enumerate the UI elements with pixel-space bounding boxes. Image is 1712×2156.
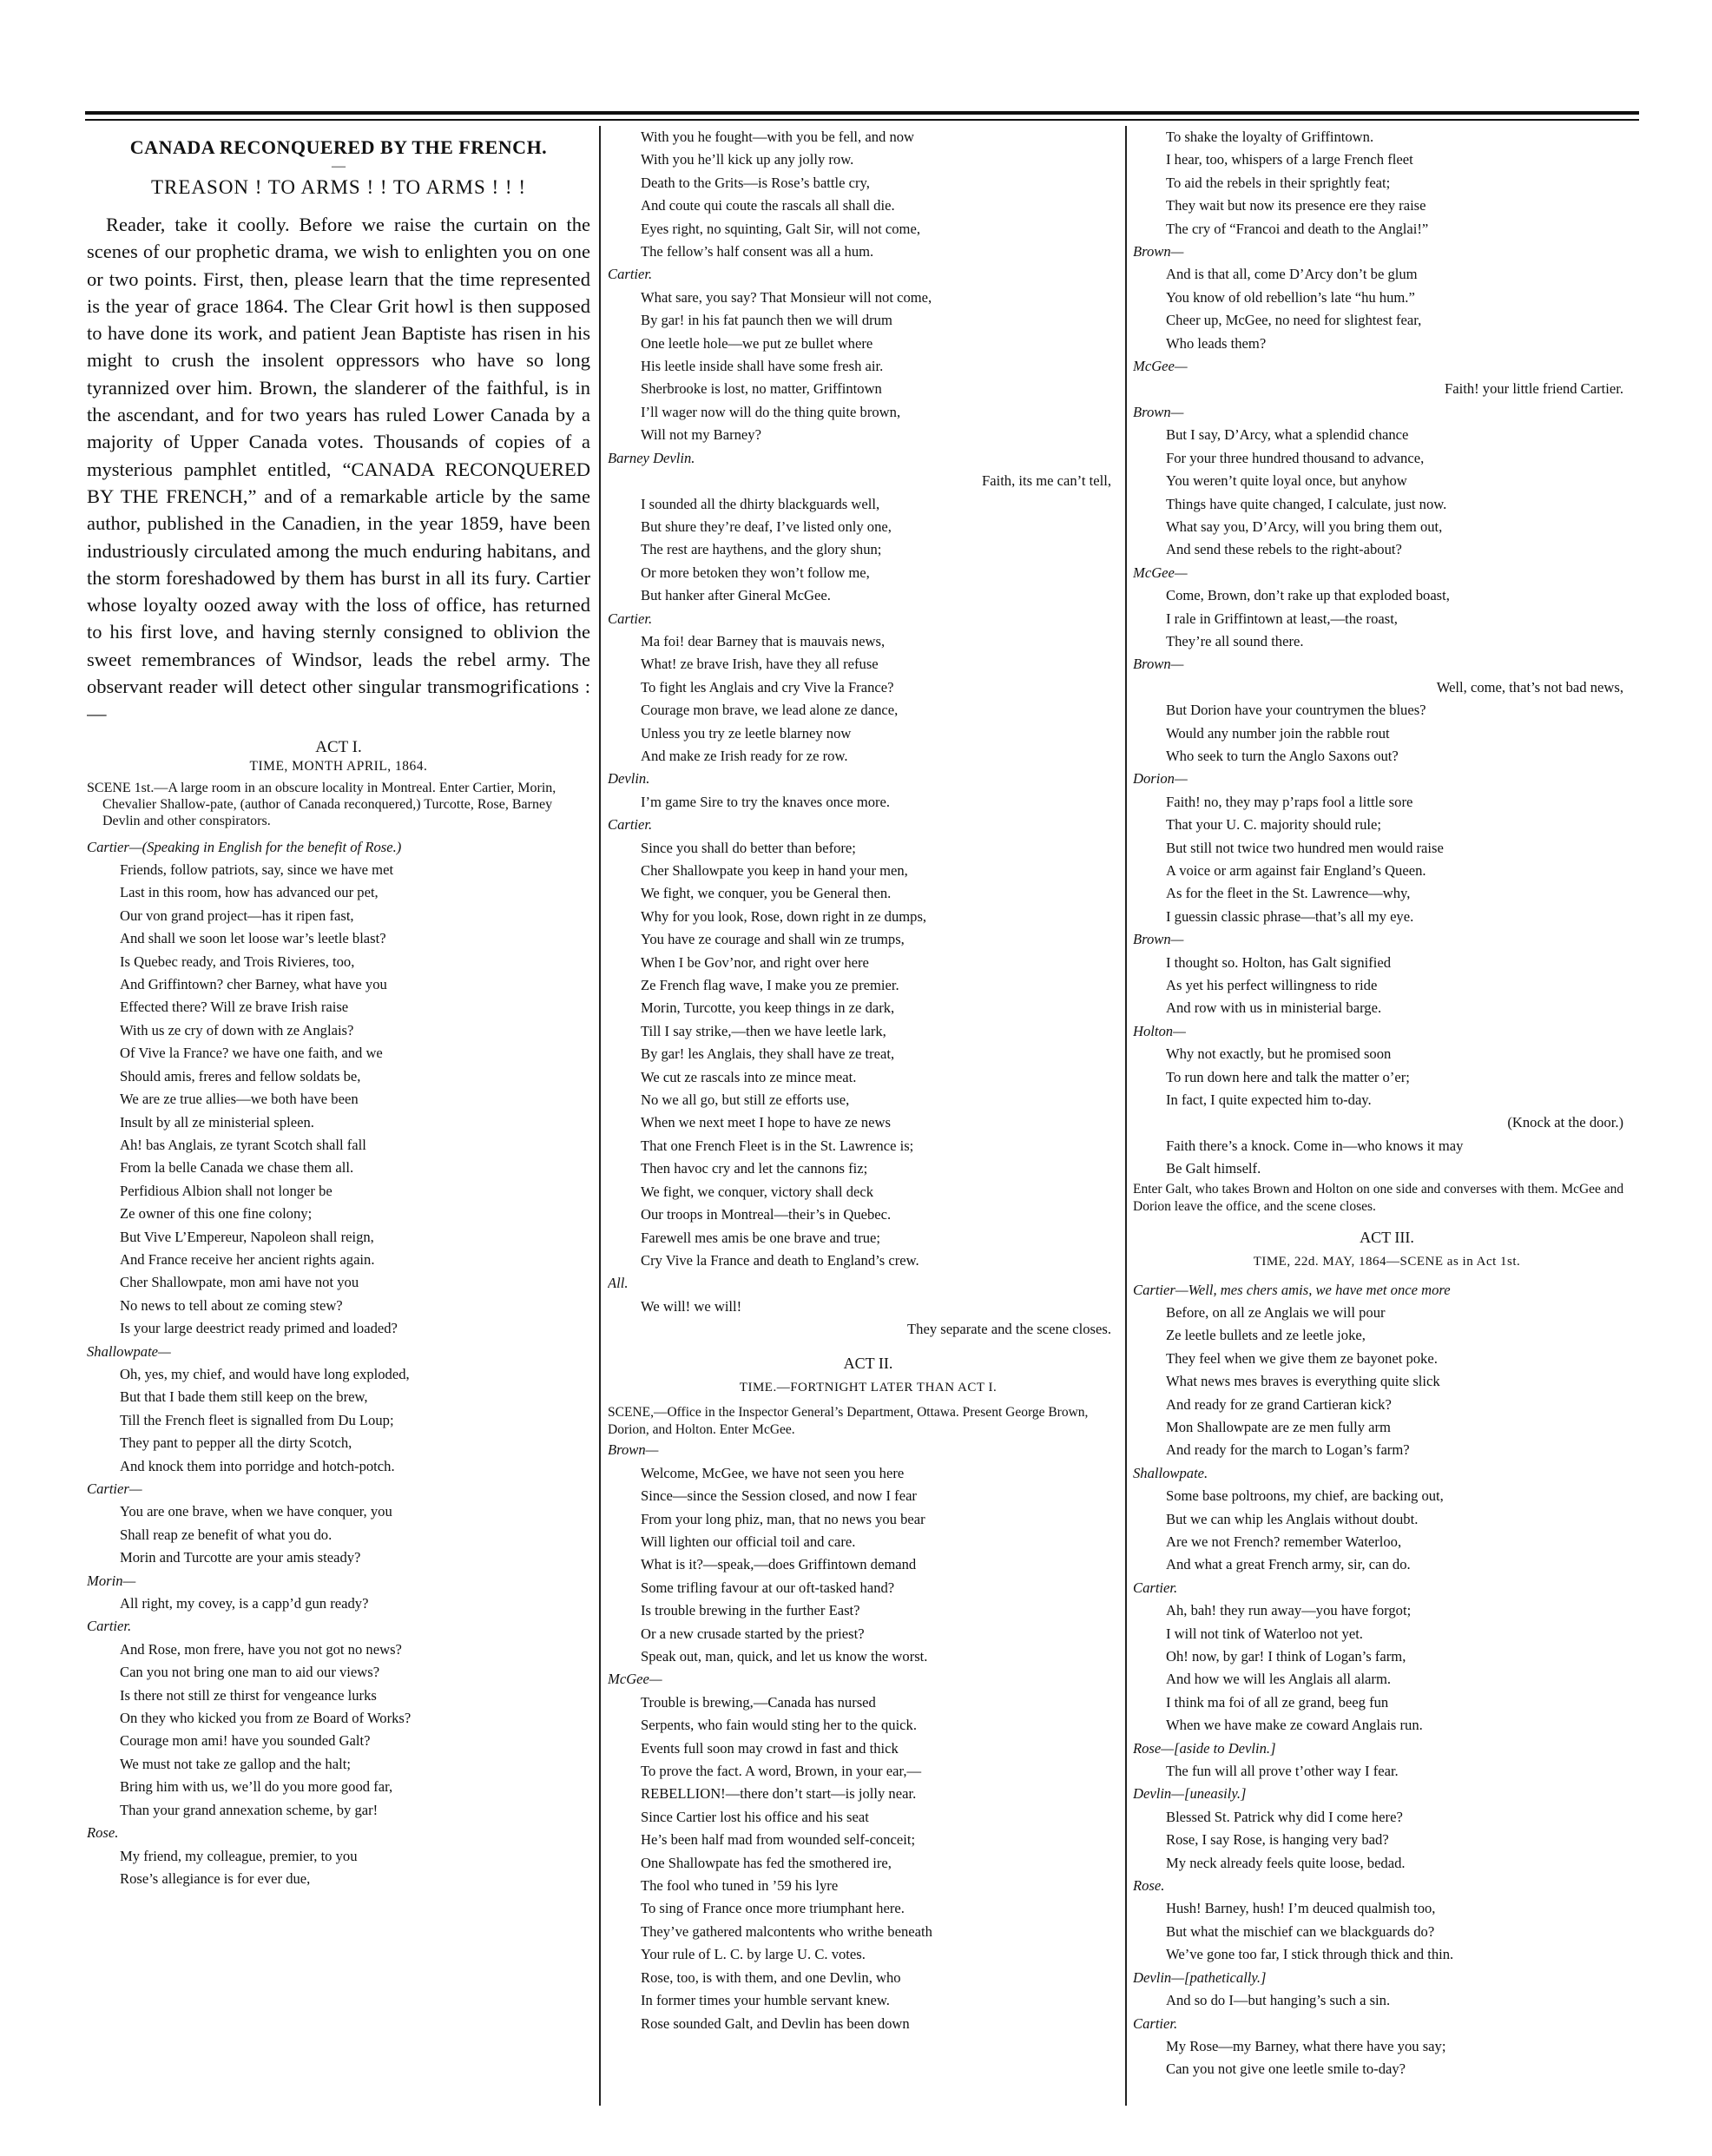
- verse-line: I hear, too, whispers of a large French fleet: [1166, 151, 1413, 168]
- verse-line: By gar! les Anglais, they shall have ze treat,: [641, 1045, 895, 1063]
- act-time: TIME, MONTH APRIL, 1864.: [249, 758, 428, 774]
- verse-line: Our von grand project—has it ripen fast,: [120, 907, 354, 924]
- stage-direction: (Knock at the door.): [1507, 1114, 1623, 1131]
- stage-direction: Faith, its me can’t tell,: [981, 472, 1111, 490]
- verse-line: Rose sounded Galt, and Devlin has been down: [641, 2014, 910, 2032]
- verse-line: Ze owner of this one fine colony;: [120, 1205, 313, 1223]
- act-heading: ACT II.: [843, 1354, 893, 1372]
- verse-line: I thought so. Holton, has Galt signified: [1166, 953, 1392, 971]
- verse-line: But shure they’re deaf, I’ve listed only one,: [641, 518, 892, 535]
- verse-line: To run down here and talk the matter o’er;: [1166, 1068, 1410, 1085]
- verse-line: In fact, I quite expected him to-day.: [1166, 1091, 1372, 1109]
- verse-line: By gar! in his fat paunch then we will drum: [641, 312, 892, 329]
- verse-line: Can you not give one leetle smile to-day?: [1166, 2060, 1406, 2078]
- verse-line: Cher Shallowpate you keep in hand your men,: [641, 862, 908, 879]
- verse-line: And shall we soon let loose war’s leetle blast?: [120, 930, 386, 947]
- verse-line: Before, on all ze Anglais we will pour: [1166, 1303, 1386, 1321]
- verse-line: But hanker after Gineral McGee.: [641, 587, 831, 604]
- speaker-label: Rose.: [87, 1824, 119, 1842]
- verse-line: Till the French fleet is signalled from Du Loup;: [120, 1411, 394, 1428]
- verse-line: We must not take ze gallop and the halt;: [120, 1755, 351, 1772]
- verse-line: To sing of France once more triumphant here.: [641, 1900, 905, 1917]
- verse-line: On they who kicked you from ze Board of Works?: [120, 1710, 412, 1727]
- verse-line: To shake the loyalty of Griffintown.: [1166, 129, 1374, 145]
- verse-line: And Rose, mon frere, have you not got no news?: [120, 1640, 402, 1658]
- verse-line: His leetle inside shall have some fresh air.: [641, 358, 884, 375]
- verse-line: When I be Gov’nor, and right over here: [641, 953, 869, 971]
- verse-line: Ah! bas Anglais, ze tyrant Scotch shall fall: [120, 1136, 366, 1153]
- verse-line: Ze French flag wave, I make you ze premier.: [641, 977, 899, 994]
- verse-line: Since Cartier lost his office and his seat: [641, 1808, 869, 1825]
- verse-line: Cry Vive la France and death to England’s crew.: [641, 1251, 919, 1269]
- verse-line: Things have quite changed, I calculate, just now.: [1166, 495, 1447, 512]
- verse-line: Rose, too, is with them, and one Devlin, who: [641, 1968, 901, 1986]
- verse-line: Ah, bah! they run away—you have forgot;: [1166, 1602, 1412, 1619]
- speaker-label: Cartier.: [1133, 2014, 1178, 2032]
- verse-line: Unless you try ze leetle blarney now: [641, 724, 852, 742]
- verse-line: Come, Brown, don’t rake up that exploded boast,: [1166, 587, 1450, 604]
- article-title: CANADA RECONQUERED BY THE FRENCH.: [129, 136, 548, 158]
- verse-line: What news mes braves is everything quite slick: [1166, 1373, 1440, 1390]
- verse-line: What sare, you say? That Monsieur will not come,: [641, 288, 932, 306]
- speaker-label: Cartier.: [608, 266, 653, 283]
- verse-line: I’ll wager now will do the thing quite brown,: [641, 403, 901, 420]
- verse-line: Shall reap ze benefit of what you do.: [120, 1526, 333, 1543]
- stage-direction: Enter Galt, who takes Brown and Holton on one side and converses with them. McGee and Dorion leave the office, and the scene closes.: [1133, 1181, 1624, 1214]
- verse-line: And Griffintown? cher Barney, what have you: [120, 976, 387, 993]
- verse-line: Blessed St. Patrick why did I come here?: [1166, 1808, 1403, 1825]
- verse-line: With you he fought—with you be fell, and now: [641, 129, 915, 145]
- verse-line: Morin, Turcotte, you keep things in ze dark,: [641, 999, 895, 1017]
- verse-line: Sherbrooke is lost, no matter, Griffintown: [641, 380, 882, 398]
- verse-line: One leetle hole—we put ze bullet where: [641, 334, 873, 352]
- verse-line: You are one brave, when we have conquer, you: [120, 1503, 392, 1520]
- verse-lines: [87, 836, 590, 1891]
- verse-line: To fight les Anglais and cry Vive la France?: [641, 678, 894, 696]
- verse-line: When we next meet I hope to have ze news: [641, 1114, 891, 1131]
- verse-line: Courage mon ami! have you sounded Galt?: [120, 1732, 371, 1750]
- verse-line: I will not tink of Waterloo not yet.: [1166, 1625, 1363, 1642]
- verse-line: Are we not French? remember Waterloo,: [1166, 1533, 1402, 1550]
- speaker-label: All.: [608, 1275, 629, 1292]
- verse-line: And send these rebels to the right-about?: [1166, 541, 1402, 558]
- verse-line: You weren’t quite loyal once, but anyhow: [1166, 472, 1407, 490]
- verse-line: We fight, we conquer, victory shall deck: [641, 1183, 874, 1200]
- verse-line: He’s been half mad from wounded self-conceit;: [641, 1831, 916, 1849]
- verse-line: Effected there? Will ze brave Irish raise: [120, 999, 349, 1016]
- verse-line: We fight, we conquer, you be General then.: [641, 885, 892, 902]
- verse-line: Our troops in Montreal—their’s in Quebec.: [641, 1206, 892, 1223]
- stage-direction: Well, come, that’s not bad news,: [1436, 678, 1623, 696]
- verse-line: Who seek to turn the Anglo Saxons out?: [1166, 747, 1399, 764]
- verse-line: Bring him with us, we’ll do you more good far,: [120, 1778, 393, 1796]
- speaker-label: Barney Devlin.: [608, 449, 695, 466]
- verse-line: The fool who tuned in ’59 his lyre: [641, 1877, 839, 1895]
- verse-line: Will lighten our official toil and care.: [641, 1533, 856, 1550]
- verse-line: No we all go, but still ze efforts use,: [641, 1091, 850, 1109]
- verse-line: My neck already feels quite loose, bedad.: [1166, 1854, 1406, 1871]
- verse-line: Last in this room, how has advanced our pet,: [120, 884, 379, 901]
- verse-line: And France receive her ancient rights again.: [120, 1250, 375, 1268]
- column-2: [608, 126, 1129, 2106]
- verse-line: I think ma foi of all ze grand, beeg fun: [1166, 1693, 1389, 1711]
- verse-line: To prove the fact. A word, Brown, in your ear,—: [641, 1763, 922, 1780]
- verse-line: From your long phiz, man, that no news you bear: [641, 1510, 925, 1527]
- verse-line: They pant to pepper all the dirty Scotch,: [120, 1434, 352, 1452]
- verse-line: My friend, my colleague, premier, to you: [120, 1847, 358, 1864]
- verse-line: What is it?—speak,—does Griffintown demand: [641, 1556, 917, 1573]
- verse-line: Serpents, who fain would sting her to the quick.: [641, 1717, 917, 1734]
- verse-line: In former times your humble servant knew.: [641, 1992, 890, 2009]
- verse-line: And is that all, come D’Arcy don’t be glum: [1166, 266, 1418, 283]
- verse-line: The rest are haythens, and the glory shun;: [641, 541, 882, 558]
- verse-line: And so do I—but hanging’s such a sin.: [1166, 1992, 1391, 2009]
- verse-line: REBELLION!—there don’t start—is jolly near.: [641, 1785, 917, 1803]
- speaker-label: Dorion—: [1133, 770, 1188, 788]
- verse-line: But Vive L’Empereur, Napoleon shall reign,: [120, 1228, 374, 1245]
- verse-line: From la belle Canada we chase them all.: [120, 1159, 354, 1177]
- verse-line: The fun will all prove t’other way I fear.: [1166, 1763, 1399, 1780]
- verse-line: Be Galt himself.: [1166, 1160, 1261, 1177]
- speaker-label: Devlin—[uneasily.]: [1133, 1785, 1247, 1803]
- stage-direction: SCENE,—Office in the Inspector General’s Department, Ottawa. Present George Brown, Dorion, and Holton. Enter McGee.: [608, 1405, 1089, 1438]
- speaker-label: Brown—: [608, 1441, 659, 1459]
- speaker-label: Cartier.: [608, 610, 653, 627]
- verse-line: I guessin classic phrase—that’s all my eye.: [1166, 907, 1414, 925]
- verse-line: Oh, yes, my chief, and would have long exploded,: [120, 1365, 410, 1382]
- verse-line: Since—since the Session closed, and now I fear: [641, 1487, 917, 1505]
- verse-line: And coute qui coute the rascals all shall die.: [641, 197, 895, 214]
- act-heading: ACT I.: [315, 737, 362, 756]
- verse-line: Trouble is brewing,—Canada has nursed: [641, 1693, 876, 1711]
- verse-line: I rale in Griffintown at least,—the roast,: [1166, 610, 1398, 627]
- verse-line: Friends, follow patriots, say, since we have met: [120, 861, 394, 879]
- speaker-label: Cartier—(Speaking in English for the benefit of Rose.): [87, 838, 402, 855]
- speaker-label: Cartier.: [87, 1618, 132, 1635]
- verse-line: With you he’ll kick up any jolly row.: [641, 151, 854, 168]
- verse-line: We’ve gone too far, I stick through thick and thin.: [1166, 1946, 1454, 1963]
- verse-line: We cut ze rascals into ze mince meat.: [641, 1068, 857, 1085]
- verse-line: The cry of “Francoi and death to the Anglai!”: [1166, 220, 1429, 237]
- verse-line: Is your large deestrict ready primed and loaded?: [120, 1320, 398, 1337]
- speaker-label: Rose.: [1133, 1877, 1165, 1895]
- column-divider: [599, 126, 601, 2106]
- verse-line: You know of old rebellion’s late “hu hum.”: [1166, 288, 1415, 306]
- speaker-label: McGee—: [608, 1671, 662, 1688]
- stage-direction: Faith! your little friend Cartier.: [1445, 380, 1623, 398]
- verse-line: But still not twice two hundred men would raise: [1166, 839, 1444, 856]
- verse-line: Death to the Grits—is Rose’s battle cry,: [641, 174, 870, 191]
- speaker-label: Devlin—[pathetically.]: [1133, 1968, 1267, 1986]
- verse-line: And row with us in ministerial barge.: [1166, 999, 1382, 1017]
- verse-line: You have ze courage and shall win ze trumps,: [641, 931, 905, 948]
- speaker-label: Brown—: [1133, 243, 1184, 260]
- verse-line: And knock them into porridge and hotch-potch.: [120, 1457, 395, 1474]
- verse-line: Or more betoken they won’t follow me,: [641, 564, 870, 581]
- speaker-label: Cartier—: [87, 1480, 142, 1498]
- masthead-rule-thick: [85, 111, 1639, 115]
- verse-line: Some trifling favour at our oft-tasked hand?: [641, 1579, 895, 1596]
- verse-line: All right, my covey, is a capp’d gun ready?: [120, 1595, 369, 1612]
- verse-line: Will not my Barney?: [641, 426, 761, 444]
- speaker-label: Cartier—Well, mes chers amis, we have met once more: [1133, 1281, 1451, 1298]
- verse-line: Mon Shallowpate are ze men fully arm: [1166, 1418, 1391, 1435]
- verse-line: Morin and Turcotte are your amis steady?: [120, 1549, 361, 1566]
- verse-line: Till I say strike,—then we have leetle lark,: [641, 1022, 886, 1039]
- speaker-label: McGee—: [1133, 358, 1188, 375]
- verse-line: We will! we will!: [641, 1297, 742, 1315]
- verse-line: Eyes right, no squinting, Galt Sir, will not come,: [641, 220, 920, 237]
- verse-line: Faith! no, they may p’raps fool a little sore: [1166, 793, 1413, 810]
- verse-line: That one French Fleet is in the St. Lawrence is;: [641, 1137, 914, 1154]
- speaker-label: Devlin.: [608, 770, 650, 788]
- verse-line: Hush! Barney, hush! I’m deuced qualmish too,: [1166, 1900, 1436, 1917]
- verse-line: And make ze Irish ready for ze row.: [641, 747, 848, 764]
- verse-line: No news to tell about ze coming stew?: [120, 1296, 343, 1314]
- verse-line: To aid the rebels in their sprightly feat;: [1166, 174, 1391, 191]
- verse-line: Is trouble brewing in the further East?: [641, 1602, 860, 1619]
- verse-line: Cheer up, McGee, no need for slightest fear,: [1166, 312, 1422, 329]
- verse-line: Rose’s allegiance is for ever due,: [120, 1869, 311, 1887]
- verse-lines: [608, 126, 1129, 2035]
- verse-line: Would any number join the rabble rout: [1166, 724, 1390, 742]
- speaker-label: Shallowpate—: [87, 1342, 171, 1360]
- speaker-label: Brown—: [1133, 656, 1184, 673]
- verse-line: Your rule of L. C. by large U. C. votes.: [641, 1946, 866, 1963]
- speaker-label: Rose—[aside to Devlin.]: [1133, 1739, 1276, 1757]
- verse-line: Events full soon may crowd in fast and thick: [641, 1739, 899, 1757]
- verse-line: But we can whip les Anglais without doubt.: [1166, 1510, 1419, 1527]
- verse-line: Welcome, McGee, we have not seen you here: [641, 1464, 905, 1481]
- verse-line: Than your grand annexation scheme, by gar!: [120, 1801, 379, 1818]
- verse-line: I sounded all the dhirty blackguards well,: [641, 495, 880, 512]
- speaker-label: Brown—: [1133, 931, 1184, 948]
- verse-line: Ze leetle bullets and ze leetle joke,: [1166, 1327, 1366, 1344]
- stage-direction: They separate and the scene closes.: [907, 1321, 1111, 1338]
- verse-line: For your three hundred thousand to advance,: [1166, 449, 1425, 466]
- verse-line: When we have make ze coward Anglais run.: [1166, 1717, 1423, 1734]
- verse-line: As for the fleet in the St. Lawrence—why,: [1166, 885, 1411, 902]
- verse-line: I’m game Sire to try the knaves once more.: [641, 793, 891, 810]
- verse-line: Or a new crusade started by the priest?: [641, 1625, 865, 1642]
- verse-line: Oh! now, by gar! I think of Logan’s farm,: [1166, 1648, 1406, 1665]
- verse-line: As yet his perfect willingness to ride: [1166, 977, 1378, 994]
- verse-line: Perfidious Albion shall not longer be: [120, 1182, 333, 1199]
- verse-line: They’ve gathered malcontents who writhe beneath: [641, 1922, 932, 1940]
- verse-line: But Dorion have your countrymen the blues?: [1166, 702, 1426, 719]
- verse-line: Since you shall do better than before;: [641, 839, 856, 856]
- column-3: [1133, 126, 1641, 2106]
- act-time: TIME.—FORTNIGHT LATER THAN ACT I.: [739, 1380, 998, 1394]
- verse-line: Courage mon brave, we lead alone ze dance,: [641, 702, 899, 719]
- verse-line: Insult by all ze ministerial spleen.: [120, 1113, 314, 1131]
- verse-lines: [1133, 126, 1641, 2081]
- masthead-rule-thin: [85, 119, 1639, 121]
- verse-line: But that I bade them still keep on the brew,: [120, 1388, 368, 1406]
- speaker-label: Brown—: [1133, 403, 1184, 420]
- article-subtitle: TREASON ! TO ARMS ! ! TO ARMS ! ! !: [150, 176, 527, 198]
- act-time: TIME, 22d. MAY, 1864—SCENE as in Act 1st.: [1253, 1255, 1521, 1269]
- speaker-label: Cartier.: [608, 816, 653, 834]
- verse-line: Why not exactly, but he promised soon: [1166, 1045, 1392, 1063]
- speaker-label: McGee—: [1133, 564, 1188, 581]
- verse-line: They feel when we give them ze bayonet poke.: [1166, 1349, 1438, 1367]
- verse-line: And what a great French army, sir, can do.: [1166, 1556, 1411, 1573]
- verse-line: What! ze brave Irish, have they all refuse: [641, 656, 879, 673]
- verse-line: Of Vive la France? we have one faith, and we: [120, 1045, 383, 1062]
- verse-line: The fellow’s half consent was all a hum.: [641, 243, 874, 260]
- verse-line: They’re all sound there.: [1166, 632, 1304, 649]
- act-heading: ACT III.: [1360, 1228, 1414, 1246]
- verse-line: Can you not bring one man to aid our views?: [120, 1664, 380, 1681]
- verse-line: What say you, D’Arcy, will you bring them out,: [1166, 518, 1443, 535]
- verse-line: One Shallowpate has fed the smothered ire,: [641, 1854, 892, 1871]
- speaker-label: Holton—: [1133, 1022, 1186, 1039]
- verse-line: With us ze cry of down with ze Anglais?: [120, 1021, 354, 1038]
- speaker-label: Shallowpate.: [1133, 1464, 1208, 1481]
- verse-line: But I say, D’Arcy, what a splendid chance: [1166, 426, 1409, 444]
- verse-line: And how we will les Anglais all alarm.: [1166, 1671, 1392, 1688]
- verse-line: Is Quebec ready, and Trois Rivieres, too,: [120, 953, 355, 970]
- speaker-label: Cartier.: [1133, 1579, 1178, 1596]
- verse-line: Some base poltroons, my chief, are backing out,: [1166, 1487, 1444, 1505]
- verse-line: That your U. C. majority should rule;: [1166, 816, 1381, 834]
- verse-line: Speak out, man, quick, and let us know the worst.: [641, 1648, 928, 1665]
- verse-line: And ready for ze grand Cartieran kick?: [1166, 1395, 1392, 1413]
- intro-paragraph: Reader, take it coolly. Before we raise the curtain on the scenes of our prophetic drama, we wish to enlighten you on one or two points. First, then, please learn that the time represented is the year of grace 1864. The Clear Grit howl is then supposed to have done its work, and patient Jean Baptiste has risen in his might to crush the insolent oppressors who have so long tyrannized over him. Brown, the slanderer of the faithful, is in the ascendant, and for two years has ruled Lower Canada by a majority of Upper Canada votes. Thousands of copies of a mysterious pamphlet entitled, “CANADA RECONQUERED BY THE FRENCH,” and of a remarkable article by the same author, published in the Canadien, in the year 1859, have been industriously circulated among the much enduring habitans, and the storm foreshadowed by them has burst in all its fury. Cartier whose loyalty oozed away with the loss of office, has returned to his first love, and having sternly consigned to oblivion the sweet remembrances of Windsor, leads the rebel army. The observant reader will detect other singular transmogrifications :—: [87, 214, 590, 725]
- verse-line: Rose, I say Rose, is hanging very bad?: [1166, 1831, 1389, 1849]
- verse-line: But what the mischief can we blackguards do?: [1166, 1922, 1435, 1940]
- verse-line: Why for you look, Rose, down right in ze dumps,: [641, 907, 927, 925]
- scene-direction: SCENE 1st.—A large room in an obscure locality in Montreal. Enter Cartier, Morin, Chevalier Shallow-pate, (author of Canada reconquered,) Turcotte, Rose, Barney Devlin and other conspirators.: [87, 780, 556, 828]
- column-1: [87, 126, 590, 2106]
- verse-line: They wait but now its presence ere they raise: [1166, 197, 1426, 214]
- verse-line: Faith there’s a knock. Come in—who knows it may: [1166, 1137, 1464, 1154]
- verse-line: And ready for the march to Logan’s farm?: [1166, 1441, 1410, 1459]
- verse-line: My Rose—my Barney, what there have you say;: [1166, 2037, 1446, 2054]
- verse-line: Then havoc cry and let the cannons fiz;: [641, 1160, 868, 1177]
- verse-line: Is there not still ze thirst for vengeance lurks: [120, 1686, 377, 1704]
- verse-line: Who leads them?: [1166, 334, 1267, 352]
- verse-line: Cher Shallowpate, mon ami have not you: [120, 1274, 359, 1291]
- verse-line: Ma foi! dear Barney that is mauvais news,: [641, 632, 886, 649]
- speaker-label: Morin—: [87, 1572, 136, 1589]
- verse-line: We are ze true allies—we both have been: [120, 1091, 359, 1108]
- verse-line: Farewell mes amis be one brave and true;: [641, 1229, 881, 1246]
- verse-line: Should amis, freres and fellow soldats be,: [120, 1067, 361, 1085]
- verse-line: A voice or arm against fair England’s Queen.: [1166, 862, 1426, 879]
- title-divider: —: [332, 159, 346, 174]
